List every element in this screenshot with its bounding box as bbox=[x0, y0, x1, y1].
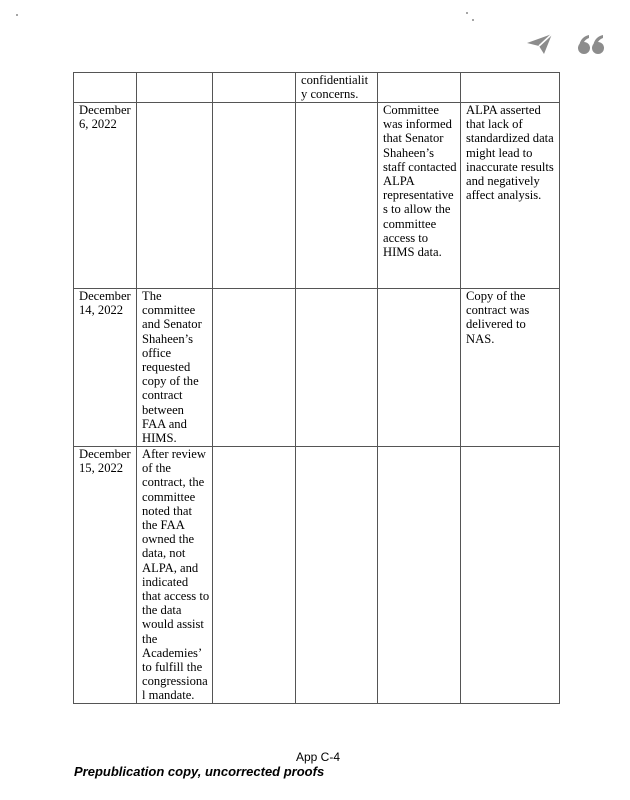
table-cell bbox=[378, 73, 461, 103]
table-cell: The committee and Senator Shaheen’s office requested copy of the contract between FAA and HIMS. bbox=[137, 289, 213, 447]
date-cell: December 15, 2022 bbox=[74, 447, 137, 704]
scan-speck bbox=[466, 12, 468, 14]
table-cell bbox=[296, 103, 378, 289]
table-cell: Committee was informed that Senator Shaheen’s staff contacted ALPA representative s to allow the committee access to HIMS data. bbox=[378, 103, 461, 289]
timeline-table bbox=[73, 72, 560, 704]
prepublication-notice: Prepublication copy, uncorrected proofs bbox=[74, 764, 325, 779]
table-cell bbox=[137, 73, 213, 103]
table-cell bbox=[213, 447, 296, 704]
table-cell: ALPA asserted that lack of standardized data might lead to inaccurate results and negatively affect analysis. bbox=[461, 103, 560, 289]
quote-icon[interactable] bbox=[577, 34, 605, 56]
table-cell bbox=[378, 289, 461, 447]
date-cell: December 6, 2022 bbox=[74, 103, 137, 289]
table-cell bbox=[296, 289, 378, 447]
scan-speck bbox=[16, 14, 18, 16]
table-cell bbox=[296, 447, 378, 704]
table-cell: After review of the contract, the committee noted that the FAA owned the data, not ALPA, and indicated that access to the data would assist the Academies’ to fulfill the congressiona l mandate. bbox=[137, 447, 213, 704]
date-cell: December 14, 2022 bbox=[74, 289, 137, 447]
paper-plane-icon[interactable] bbox=[526, 32, 554, 56]
table-row bbox=[74, 103, 560, 289]
table-cell bbox=[137, 103, 213, 289]
table-cell: Copy of the contract was delivered to NAS. bbox=[461, 289, 560, 447]
table-row bbox=[74, 289, 560, 447]
date-cell bbox=[74, 73, 137, 103]
table-cell bbox=[461, 447, 560, 704]
page-number: App C-4 bbox=[296, 750, 341, 764]
table-cell bbox=[378, 447, 461, 704]
table-cell bbox=[213, 103, 296, 289]
table-cell bbox=[461, 73, 560, 103]
table-row bbox=[74, 447, 560, 704]
table-row bbox=[74, 73, 560, 103]
scan-speck bbox=[472, 19, 474, 21]
table-cell: confidentialit y concerns. bbox=[296, 73, 378, 103]
table-cell bbox=[213, 73, 296, 103]
table-cell bbox=[213, 289, 296, 447]
